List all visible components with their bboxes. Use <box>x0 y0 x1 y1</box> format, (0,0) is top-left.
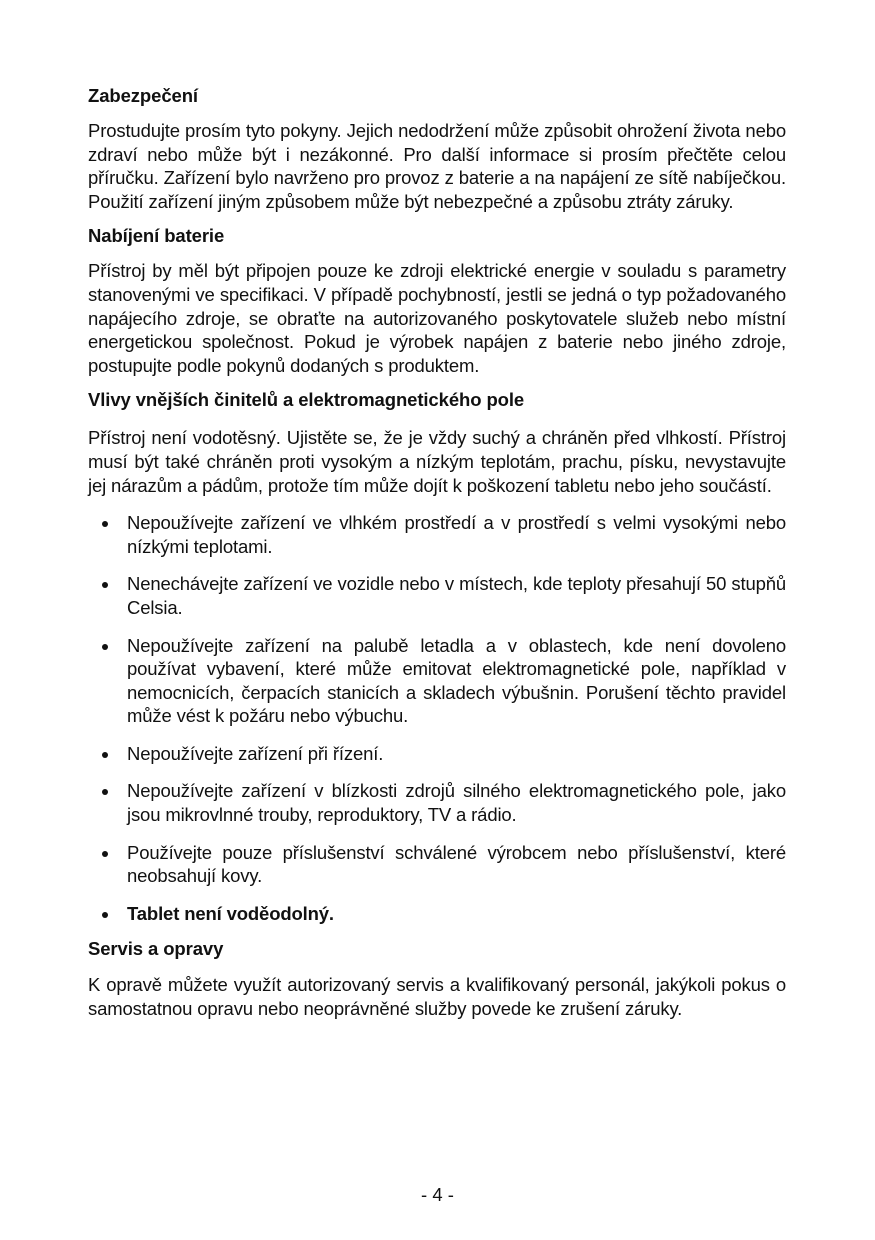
section-heading: Zabezpečení <box>88 85 198 106</box>
list-item-text: Nepoužívejte zařízení v blízkosti zdrojů silného elektromagnetického pole, jako jsou mikrovlnné trouby, reproduktory, TV a rádio. <box>127 780 786 826</box>
section-battery-charging <box>88 224 786 377</box>
section-heading: Nabíjení baterie <box>88 225 225 247</box>
section-heading: Vlivy vnějších činitelů a elektromagnetického pole <box>88 389 525 411</box>
bullet-icon <box>102 752 108 758</box>
list-item-text: Nepoužívejte zařízení na palubě letadla a v oblastech, kde není dovoleno používat vybavení, které může emitovat elektromagnetické pole, například v nemocnicích, čerpacích stanicích a skladech výbušnin. Porušení těchto pravidel může vést k požáru nebo výbuchu. <box>127 634 786 727</box>
bullet-list <box>88 511 786 925</box>
document-page <box>88 84 786 1032</box>
paragraph: Prostudujte prosím tyto pokyny. Jejich nedodržení může způsobit ohrožení života nebo zdraví nebo může být i nezákonné. Pro další informace si prosím přečtěte celou příručku. Zařízení bylo navrženo pro provoz z baterie a na napájení ze sítě nabíječkou. Použití zařízení jiným způsobem může být nebezpečné a způsobu ztráty záruky. <box>88 120 786 212</box>
paragraph: K opravě můžete využít autorizovaný servis a kvalifikovaný personál, jakýkoli pokus o samostatnou opravu nebo neoprávněné služby povede ke zrušení záruky. <box>88 974 786 1020</box>
list-item <box>88 511 786 558</box>
list-item-emphasis <box>88 902 786 926</box>
section-environment-emf <box>88 388 786 925</box>
bullet-icon <box>102 644 108 650</box>
bullet-icon <box>102 851 108 857</box>
list-item-text: Používejte pouze příslušenství schválené výrobcem nebo příslušenství, které neobsahují kovy. <box>127 841 786 887</box>
list-item <box>88 779 786 826</box>
list-item-text: Nenechávejte zařízení ve vozidle nebo v místech, kde teploty přesahují 50 stupňů Celsia. <box>127 573 786 618</box>
section-heading: Servis a opravy <box>88 938 224 960</box>
list-item-text: Tablet není voděodolný. <box>127 902 334 924</box>
section-service-repairs <box>88 937 786 1020</box>
list-item <box>88 841 786 888</box>
list-item <box>88 572 786 619</box>
section-safety <box>88 84 786 213</box>
paragraph: Přístroj by měl být připojen pouze ke zdroji elektrické energie v souladu s parametry stanovenými ve specifikaci. V případě pochybností, jestli se jedná o typ požadovaného napájecího zdroje, se obraťte na autorizovaného poskytovatele služeb nebo místní energetickou společnost. Pokud je výrobek napájen z baterie nebo jiného zdroje, postupujte podle pokynů dodaných s produktem. <box>88 260 786 376</box>
list-item-text: Nepoužívejte zařízení ve vlhkém prostředí a v prostředí s velmi vysokými nebo nízkými teplotami. <box>127 512 786 557</box>
list-item <box>88 742 786 766</box>
paragraph: Přístroj není vodotěsný. Ujistěte se, že je vždy suchý a chráněn před vlhkostí. Přístroj musí být také chráněn proti vysokým a nízkým teplotám, prachu, písku, nevystavujte jej nárazům a pádům, protože tím může dojít k poškození tabletu nebo jeho součástí. <box>88 427 786 496</box>
bullet-icon <box>102 521 108 527</box>
list-item <box>88 634 786 728</box>
bullet-icon <box>102 582 108 588</box>
list-item-text: Nepoužívejte zařízení při řízení. <box>127 742 384 764</box>
page-number: - 4 - <box>421 1184 454 1205</box>
bullet-icon <box>102 789 108 795</box>
bullet-icon <box>102 912 108 918</box>
